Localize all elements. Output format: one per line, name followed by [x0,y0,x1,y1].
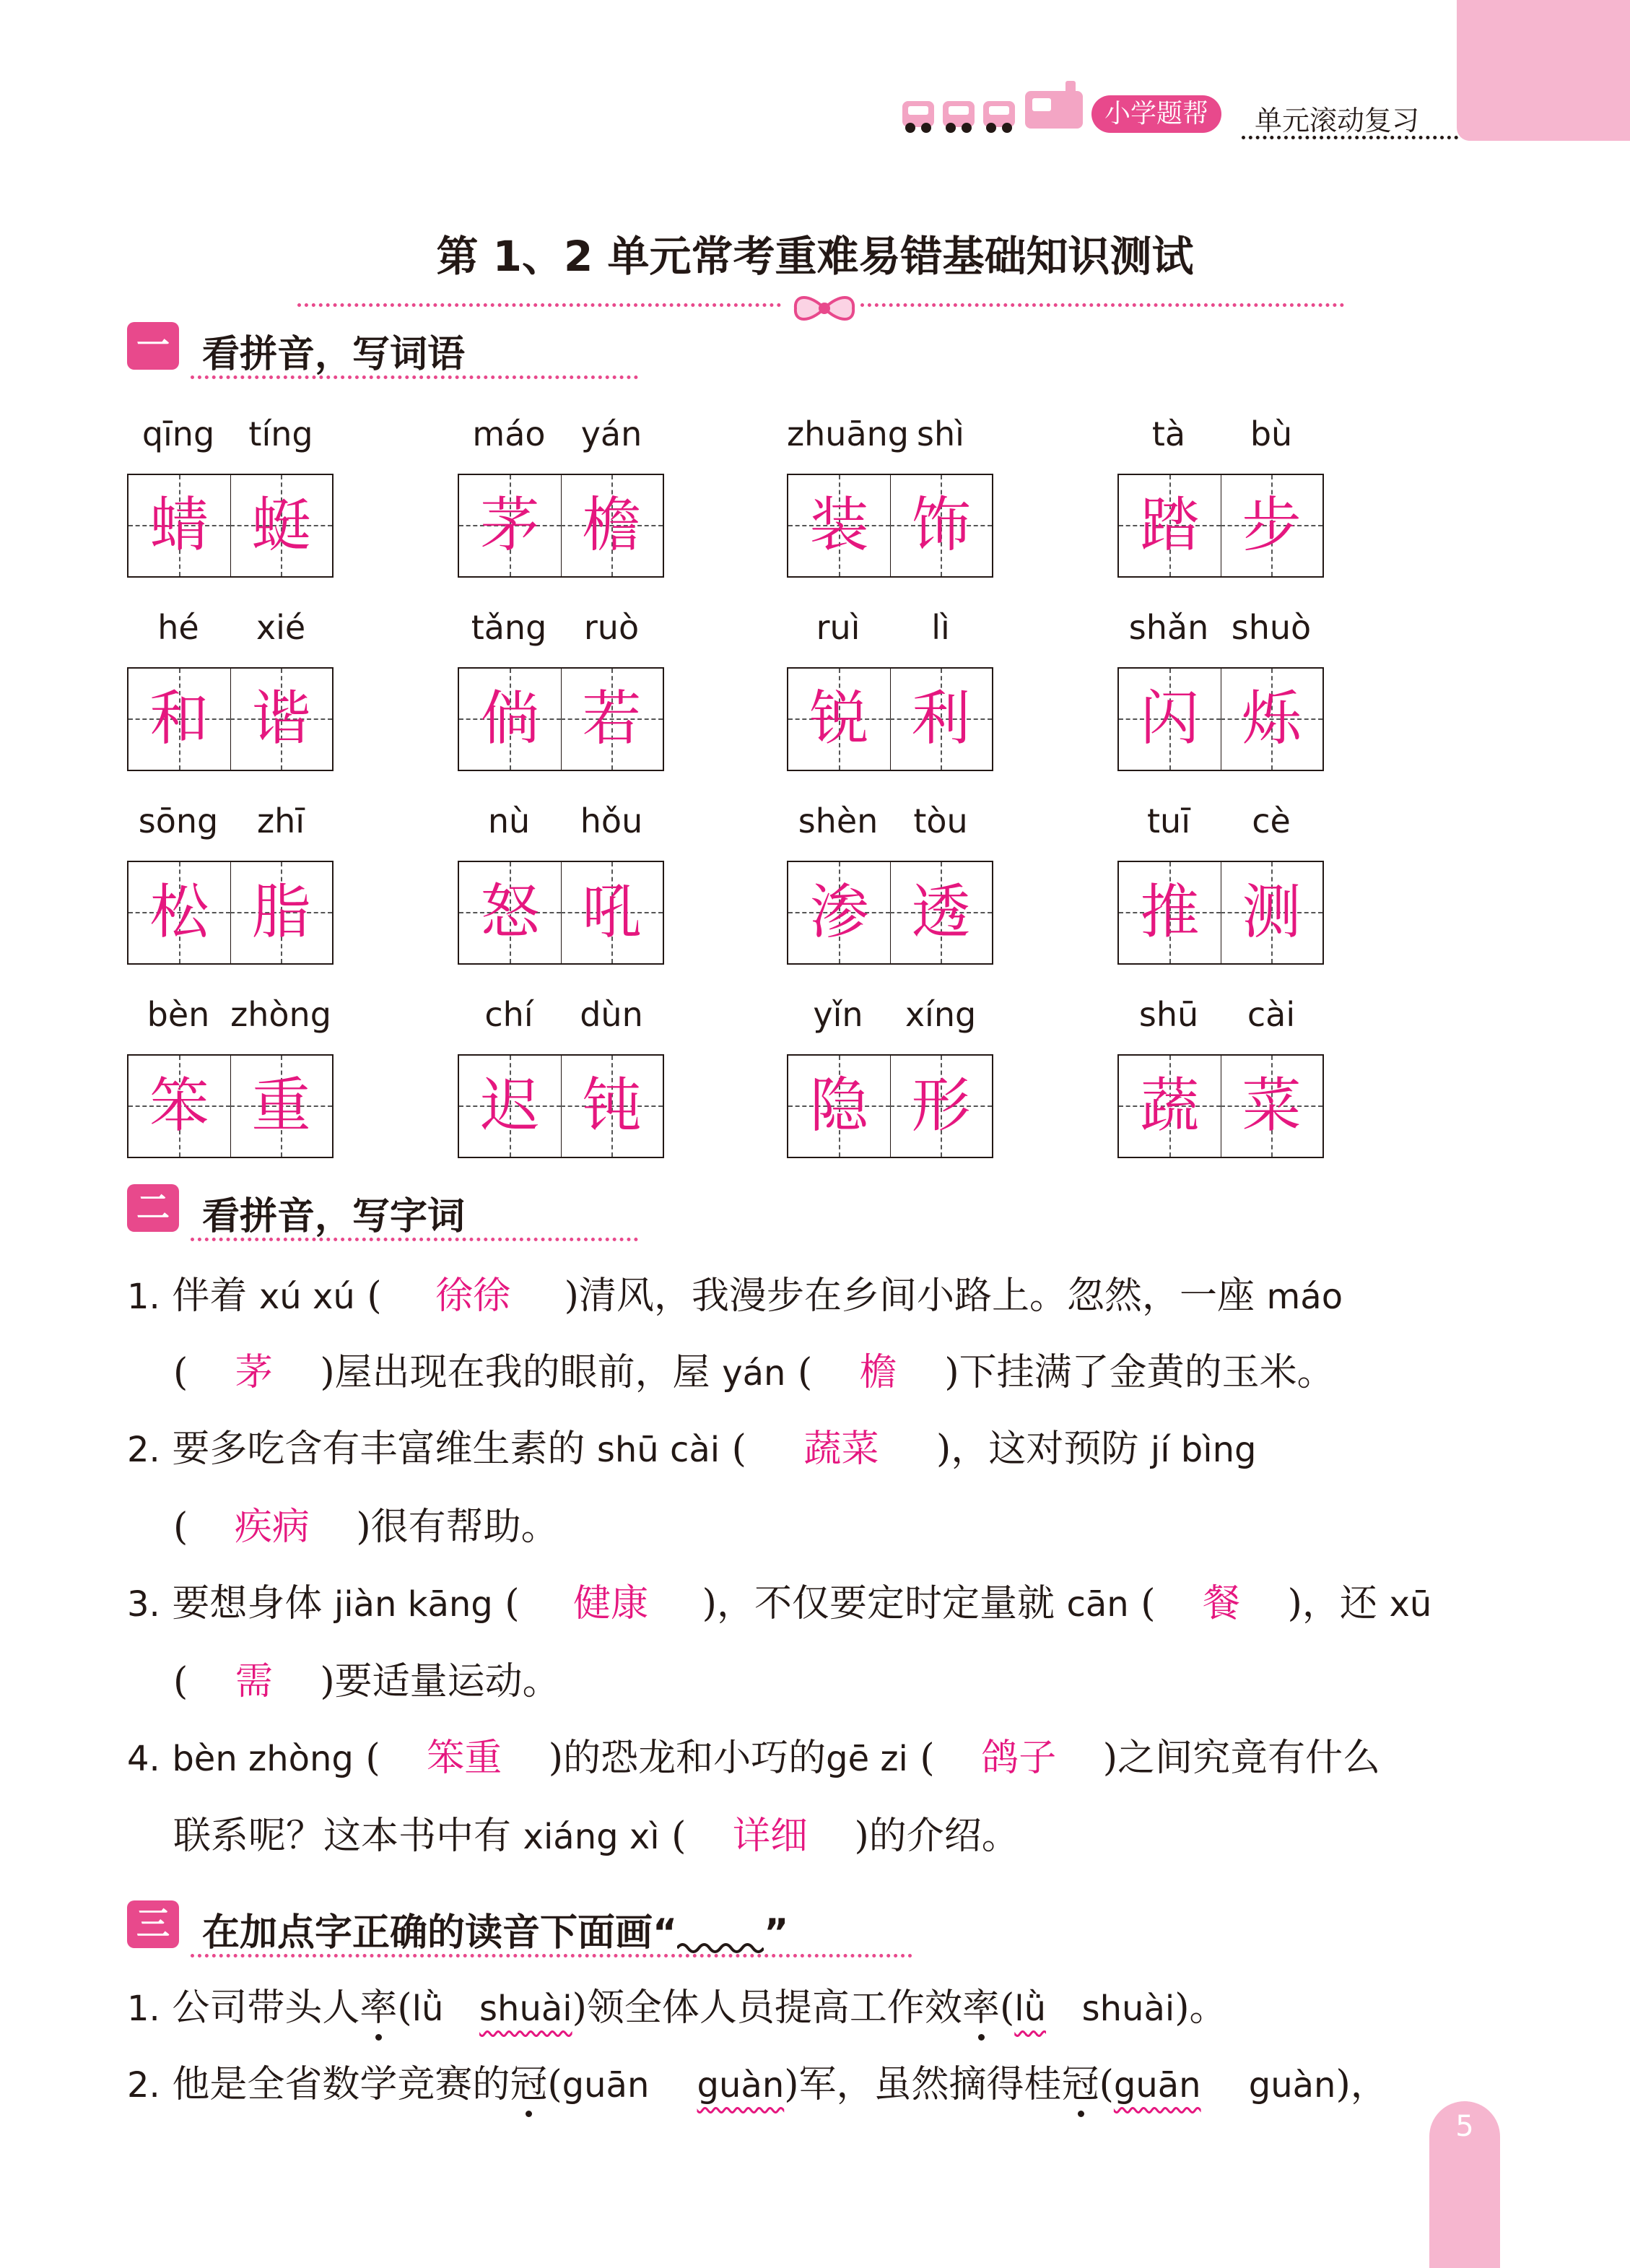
answer-character: 松 [149,878,209,947]
answer-character: 利 [911,685,971,753]
answer-character: 推 [1140,878,1200,947]
word-pinyin [127,608,332,651]
correct-reading: guān [1113,2065,1201,2106]
word-item [1117,414,1322,581]
tianzige-box [787,474,993,578]
answer-character: 渗 [809,878,869,947]
pinyin-syllable: chí [484,995,533,1034]
section-number: 三 [127,1900,179,1948]
train-car-icon [943,101,975,127]
train-car-icon [902,101,934,127]
page-corner-tab [1457,0,1630,141]
q2-2-line-2: ( 疾病 )很有帮助。 [173,1502,559,1552]
answer-character: 闪 [1140,685,1200,753]
word-item [458,801,663,968]
answer-character: 怒 [480,878,540,947]
pinyin-syllable: hǒu [580,801,643,840]
tianzige-box [1117,861,1324,965]
header [902,85,1451,143]
answer-character: 重 [251,1072,311,1140]
answer-character: 透 [911,878,971,947]
word-item [127,995,332,1161]
word-pinyin [127,995,332,1038]
page-number: 5 [1455,2110,1474,2143]
answer-character: 迟 [480,1072,540,1140]
tianzige-box [458,861,664,965]
section-underline [191,1238,638,1241]
brand-badge: 小学题帮 [1091,95,1221,133]
pinyin-syllable: xié [256,608,306,647]
word-pinyin [458,801,663,845]
word-pinyin [127,414,332,458]
tianzige-box [127,861,334,965]
answer-character: 钝 [582,1072,642,1140]
word-pinyin [458,995,663,1038]
word-item [458,995,663,1161]
pinyin-syllable: lì [931,608,950,647]
tianzige-box [1117,474,1324,578]
tianzige-box [127,1054,334,1158]
word-pinyin [787,995,992,1038]
pinyin-syllable: zhī [256,801,305,840]
q2-3-line-1: 3. 要想身体 jiàn kāng ( 健康 )，不仅要定时定量就 cān ( 餐 )，还 xū [127,1578,1431,1630]
title-divider-left [297,303,781,307]
section-title: 在加点字正确的读音下面画“ ” [202,1902,788,1958]
pinyin-syllable: ruì [816,608,860,647]
pinyin-syllable: sōng [138,801,219,840]
pinyin-syllable: shuò [1231,608,1312,647]
word-item [458,414,663,581]
word-item [1117,801,1322,968]
tianzige-box [127,667,334,771]
pinyin-syllable: tà [1151,414,1186,453]
answer-character: 形 [911,1072,971,1140]
section-title: 看拼音，写字词 [202,1195,466,1238]
header-divider [1242,136,1458,139]
section-underline [191,375,638,379]
answer: 笨重 [427,1737,502,1780]
answer-character: 若 [582,685,642,753]
answer: 疾病 [234,1506,310,1549]
answer: 健康 [573,1582,649,1625]
pinyin-syllable: zhòng [230,995,331,1034]
pinyin-syllable: máo [472,414,546,453]
pinyin-syllable: xíng [905,995,977,1034]
word-pinyin [458,414,663,458]
pinyin-syllable: shū [1138,995,1199,1034]
pinyin-syllable: shèn [798,801,879,840]
section-number: 二 [127,1184,179,1232]
pinyin-syllable: zhuāng [787,414,909,453]
pinyin-syllable: cè [1252,801,1291,840]
answer-character: 蜻 [149,491,209,560]
q2-4-line-1: 4. bèn zhòng ( 笨重 )的恐龙和小巧的gē zi ( 鸽子 )之间究竟有什么 [127,1733,1380,1784]
pinyin-syllable: yán [580,414,642,453]
word-item [127,608,332,774]
word-pinyin [787,414,992,458]
answer: 餐 [1203,1582,1241,1625]
bow-icon [788,290,860,326]
answer-character: 谐 [251,685,311,753]
correct-reading: lǜ [1014,1989,1047,2029]
q3-2-line: 2. 他是全省数学竞赛的冠(guān guàn)军，虽然摘得桂冠(guān guàn)， [127,2059,1388,2111]
word-pinyin [787,608,992,651]
answer-character: 檐 [582,491,642,560]
answer-character: 烁 [1242,685,1302,753]
answer-character: 隐 [809,1072,869,1140]
q3-1-line: 1. 公司带头人率(lǜ shuài)领全体人员提高工作效率(lǜ shuài)。 [127,1983,1227,2034]
answer-character: 脂 [251,878,311,947]
tianzige-box [1117,667,1324,771]
section-title: 看拼音，写词语 [202,333,466,376]
tianzige-box [1117,1054,1324,1158]
word-pinyin [787,801,992,845]
tianzige-box [787,667,993,771]
answer-character: 蜓 [251,491,311,560]
q2-3-line-2: ( 需 )要适量运动。 [173,1656,560,1707]
answer-character: 测 [1242,878,1302,947]
pinyin-syllable: tǎng [471,608,547,647]
train-engine-icon [1025,91,1083,129]
title-divider-right [860,303,1344,307]
word-pinyin [1117,608,1322,651]
answer-character: 锐 [809,685,869,753]
answer-character: 倘 [480,685,540,753]
pinyin-syllable: qīng [141,414,215,453]
word-item [127,801,332,968]
pinyin-syllable: yǐn [813,995,863,1034]
answer: 需 [235,1660,273,1703]
answer-character: 装 [809,491,869,560]
answer-character: 菜 [1242,1072,1302,1140]
correct-reading: guàn [697,2065,785,2106]
pinyin-syllable: hé [157,608,199,647]
q2-1-line-2: ( 茅 )屋出现在我的眼前，屋 yán ( 檐 )下挂满了金黄的玉米。 [173,1347,1335,1399]
word-item [458,608,663,774]
answer-character: 茅 [480,491,540,560]
tianzige-box [787,1054,993,1158]
word-item [127,414,332,581]
pinyin-syllable: ruò [583,608,640,647]
pinyin-syllable: tuī [1147,801,1190,840]
pinyin-syllable: bèn [147,995,210,1034]
tianzige-box [458,1054,664,1158]
pinyin-syllable: shì [917,414,964,453]
word-item [1117,608,1322,774]
answer-character: 踏 [1140,491,1200,560]
pinyin-syllable: tíng [248,414,313,453]
pinyin-syllable: nù [487,801,531,840]
tianzige-box [458,667,664,771]
correct-reading: shuài [479,1989,572,2029]
pinyin-syllable: bù [1250,414,1293,453]
answer-character: 笨 [149,1072,209,1140]
q2-1-line-1: 1. 伴着 xú xú ( 徐徐 )清风，我漫步在乡间小路上。忽然，一座 máo [127,1271,1343,1322]
pinyin-syllable: tòu [913,801,968,840]
answer-character: 蔬 [1140,1072,1200,1140]
q2-4-line-2: 联系呢？这本书中有 xiáng xì ( 详细 )的介绍。 [173,1811,1019,1862]
answer: 鸽子 [981,1737,1057,1780]
word-item [787,608,992,774]
answer: 徐徐 [435,1274,511,1318]
wavy-line-sample [677,1921,764,1968]
tianzige-box [787,861,993,965]
pinyin-syllable: cài [1247,995,1296,1034]
wavy-line-icon [677,1941,764,1955]
word-item [787,995,992,1161]
section-number: 一 [127,322,179,370]
answer: 蔬菜 [803,1428,879,1471]
tianzige-box [458,474,664,578]
answer-character: 吼 [582,878,642,947]
word-pinyin [1117,801,1322,845]
unit-label: 单元滚动复习 [1255,105,1420,136]
answer-character: 饰 [911,491,971,560]
section-underline [191,1954,912,1958]
q2-2-line-1: 2. 要多吃含有丰富维生素的 shū cài ( 蔬菜 )，这对预防 jí bìng [127,1424,1256,1475]
answer: 檐 [859,1351,897,1394]
answer-character: 步 [1242,491,1302,560]
tianzige-box [127,474,334,578]
train-car-icon [983,101,1015,127]
word-pinyin [127,801,332,845]
pinyin-syllable: shǎn [1128,608,1209,647]
word-pinyin [458,608,663,651]
word-item [1117,995,1322,1161]
pinyin-syllable: dùn [580,995,643,1034]
word-pinyin [1117,414,1322,458]
word-item [787,414,992,581]
answer-character: 和 [149,685,209,753]
answer: 茅 [235,1351,273,1394]
word-pinyin [1117,995,1322,1038]
page-title: 第 1、2 单元常考重难易错基础知识测试 [436,232,1194,281]
word-item [787,801,992,968]
answer: 详细 [732,1815,808,1858]
